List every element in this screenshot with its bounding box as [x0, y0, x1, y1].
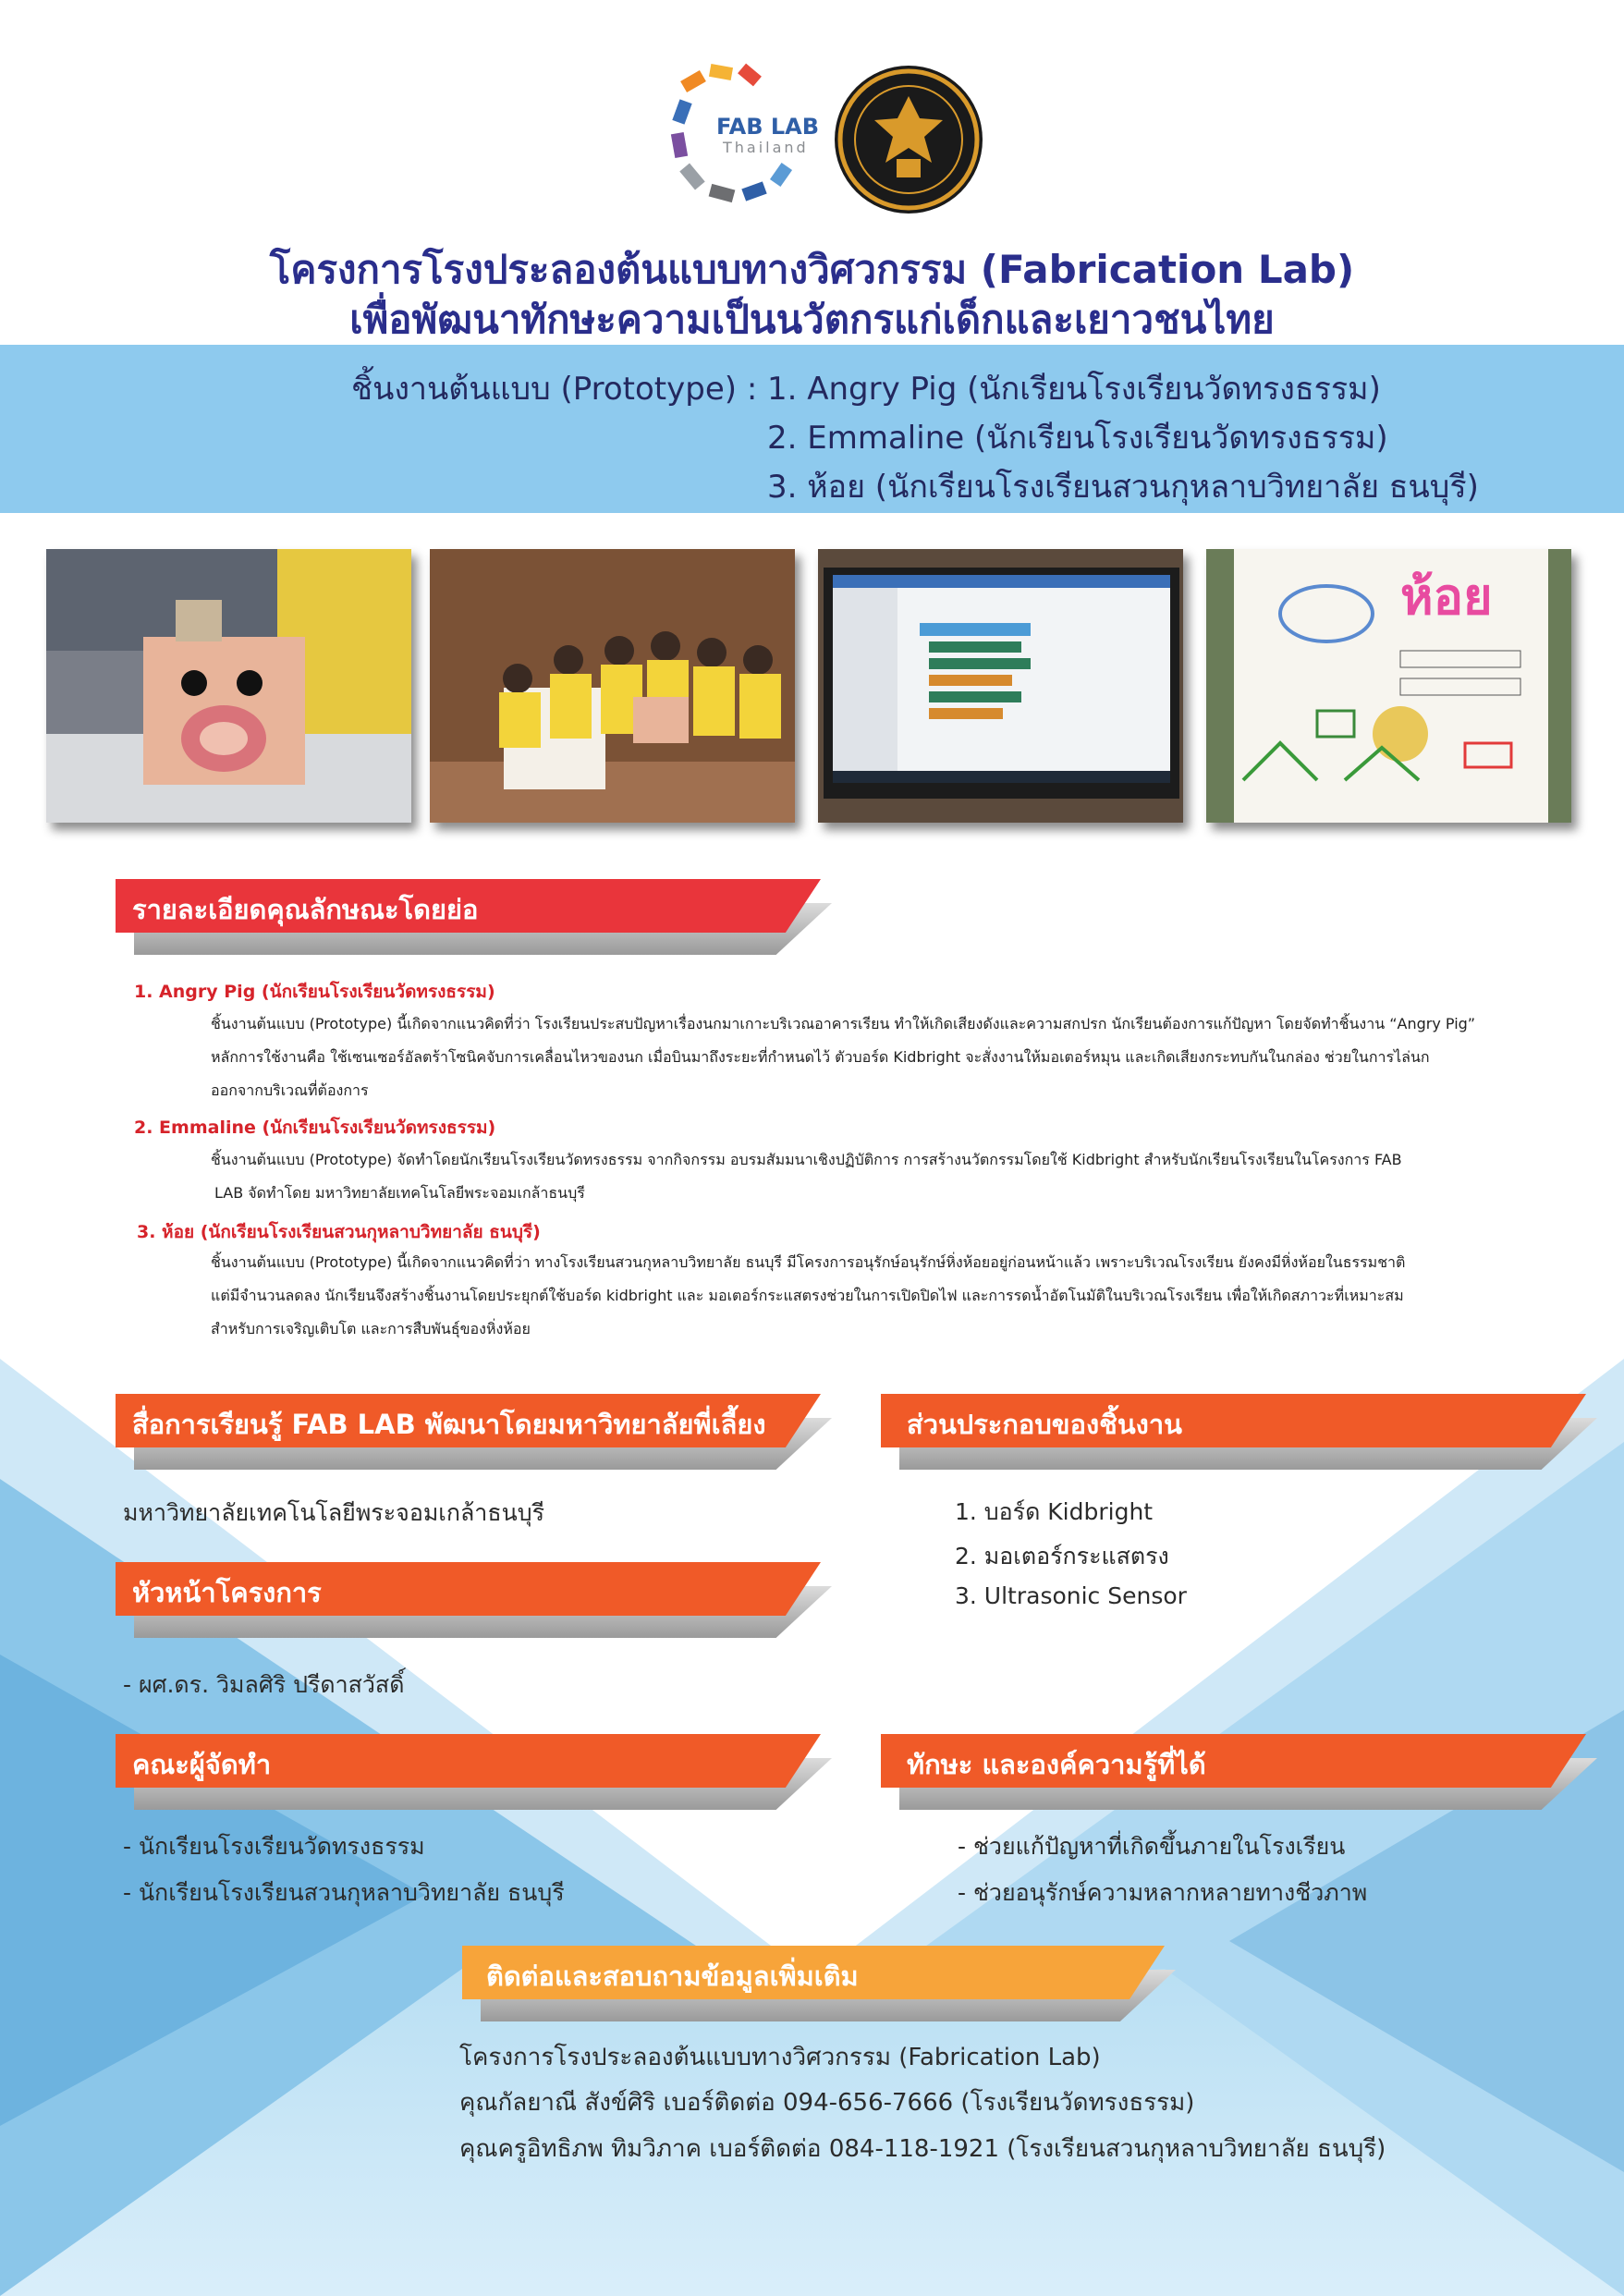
page-title-line1: โครงการโรงประลองต้นแบบทางวิศวกรรม (Fabrication Lab): [269, 247, 1355, 292]
photo-angry-pig: [46, 549, 411, 823]
component-item-2: 2. มอเตอร์กระแสตรง: [955, 1543, 1169, 1569]
fablab-logo-text: FAB LAB: [716, 114, 820, 140]
skills-item-2: - ช่วยอนุรักษ์ความหลากหลายทางชีวภาพ: [958, 1879, 1368, 1906]
detail-text-2: ชิ้นงานต้นแบบ (Prototype) จัดทำโดยนักเรียนโรงเรียนวัดทรงธรรม จากกิจกรรม อบรมสัมมนาเชิงปฏิบัติการ การสร้างนวัตกรรมโดยใช้ Kidbright สำหรับนักเรียนโรงเรียนในโครงการ FAB LAB จัดทำโดย มหาวิทยาลัยเทคโนโลยีพระจอมเกล้าธนบุรี: [211, 1151, 1402, 1202]
skills-item-1: - ช่วยแก้ปัญหาที่เกิดขึ้นภายในโรงเรียน: [958, 1833, 1346, 1860]
detail-text-1: ชิ้นงานต้นแบบ (Prototype) นี้เกิดจากแนวคิดที่ว่า โรงเรียนประสบปัญหาเรื่องนกมาเกาะบริเวณอาคารเรียน ทำให้เกิดเสียงดังและความสกปรก นักเรียนต้องการแก้ปัญหา โดยจัดทำชิ้นงาน “Angry Pig” หลักการใช้งานคือ ใช้เซนเซอร์อัลตร้าโซนิคจับการเคลื่อนไหวของนก เมื่อบินมาถึงระยะที่กำหนดไว้ ตัวบอร์ด Kidbright จะสั่งงานให้มอเตอร์หมุน และเกิดเสียงกระทบกันในกล่อง ช่วยในการไล่นก ออกจากบริเวณที่ต้องการ: [211, 1015, 1476, 1099]
details-header: รายละเอียดคุณลักษณะโดยย่อ: [116, 879, 821, 938]
prototype-item-3: 3. ห้อย (นักเรียนโรงเรียนสวนกุหลาบวิทยาลัย ธนบุรี): [767, 469, 1479, 506]
detail-title-1: 1. Angry Pig (นักเรียนโรงเรียนวัดทรงธรรม): [134, 982, 495, 1002]
photo-hoy-poster: [1206, 549, 1571, 823]
photo-kidbright-code: [818, 549, 1183, 823]
team-item-2: - นักเรียนโรงเรียนสวนกุหลาบวิทยาลัย ธนบุรี: [123, 1879, 565, 1906]
skills-header: ทักษะ และองค์ความรู้ที่ได้: [881, 1734, 1586, 1793]
team-header: คณะผู้จัดทำ: [116, 1734, 821, 1793]
svg-text:ห้อย: ห้อย: [1400, 568, 1493, 626]
leader-name: - ผศ.ดร. วิมลศิริ ปรีดาสวัสดิ์: [123, 1671, 405, 1698]
mentor-header: สื่อการเรียนรู้ FAB LAB พัฒนาโดยมหาวิทยาลัยพี่เลี้ยง: [116, 1394, 821, 1453]
detail-title-3: 3. ห้อย (นักเรียนโรงเรียนสวนกุหลาบวิทยาลัย ธนบุรี): [137, 1222, 541, 1242]
contact-line-1: โครงการโรงประลองต้นแบบทางวิศวกรรม (Fabrication Lab): [459, 2044, 1101, 2071]
logo-row: [0, 55, 1624, 222]
university-seal-logo: [832, 63, 985, 216]
fablab-logo-subtext: Thailand: [723, 139, 809, 156]
team-item-1: - นักเรียนโรงเรียนวัดทรงธรรม: [123, 1833, 425, 1860]
contact-line-2: คุณกัลยาณี สังข์ศิริ เบอร์ติดต่อ 094-656-7666 (โรงเรียนวัดทรงธรรม): [459, 2089, 1195, 2117]
detail-title-2: 2. Emmaline (นักเรียนโรงเรียนวัดทรงธรรม): [134, 1117, 496, 1138]
prototype-label: ชิ้นงานต้นแบบ (Prototype) :: [351, 371, 758, 408]
components-header: ส่วนประกอบของชิ้นงาน: [881, 1394, 1586, 1453]
photo-emmaline-students: [430, 549, 795, 823]
prototype-item-1: 1. Angry Pig (นักเรียนโรงเรียนวัดทรงธรรม): [767, 371, 1381, 408]
detail-text-3: ชิ้นงานต้นแบบ (Prototype) นี้เกิดจากแนวคิดที่ว่า ทางโรงเรียนสวนกุหลาบวิทยาลัย ธนบุรี มีโครงการอนุรักษ์อนุรักษ์หิ่งห้อยอยู่ก่อนหน้าแล้ว เพราะบริเวณโรงเรียน ยังคงมีหิ่งห้อยในธรรมชาติ แต่มีจำนวนลดลง นักเรียนจึงสร้างชิ้นงานโดยประยุกต์ใช้บอร์ด kidbright และ มอเตอร์กระแสตรงช่วยในการเปิดปิดไฟ และการรดน้ำอัตโนมัติในบริเวณโรงเรียน เพื่อให้เกิดสภาวะที่เหมาะสม สำหรับการเจริญเติบโต และการสืบพันธุ์ของหิ่งห้อย: [211, 1253, 1406, 1337]
contact-line-3: คุณครูอิทธิภพ ทิมวิภาค เบอร์ติดต่อ 084-118-1921 (โรงเรียนสวนกุหลาบวิทยาลัย ธนบุรี): [459, 2135, 1386, 2163]
mentor-university: มหาวิทยาลัยเทคโนโลยีพระจอมเกล้าธนบุรี: [123, 1499, 544, 1526]
component-item-3: 3. Ultrasonic Sensor: [955, 1582, 1187, 1609]
prototype-item-2: 2. Emmaline (นักเรียนโรงเรียนวัดทรงธรรม): [767, 420, 1388, 457]
component-item-1: 1. บอร์ด Kidbright: [955, 1498, 1154, 1525]
contact-header: ติดต่อและสอบถามข้อมูลเพิ่มเติม: [462, 1946, 1165, 2005]
page-title-line2: เพื่อพัฒนาทักษะความเป็นนวัตกรแก่เด็กและเยาวชนไทย: [349, 297, 1275, 342]
leader-header: หัวหน้าโครงการ: [116, 1562, 821, 1621]
